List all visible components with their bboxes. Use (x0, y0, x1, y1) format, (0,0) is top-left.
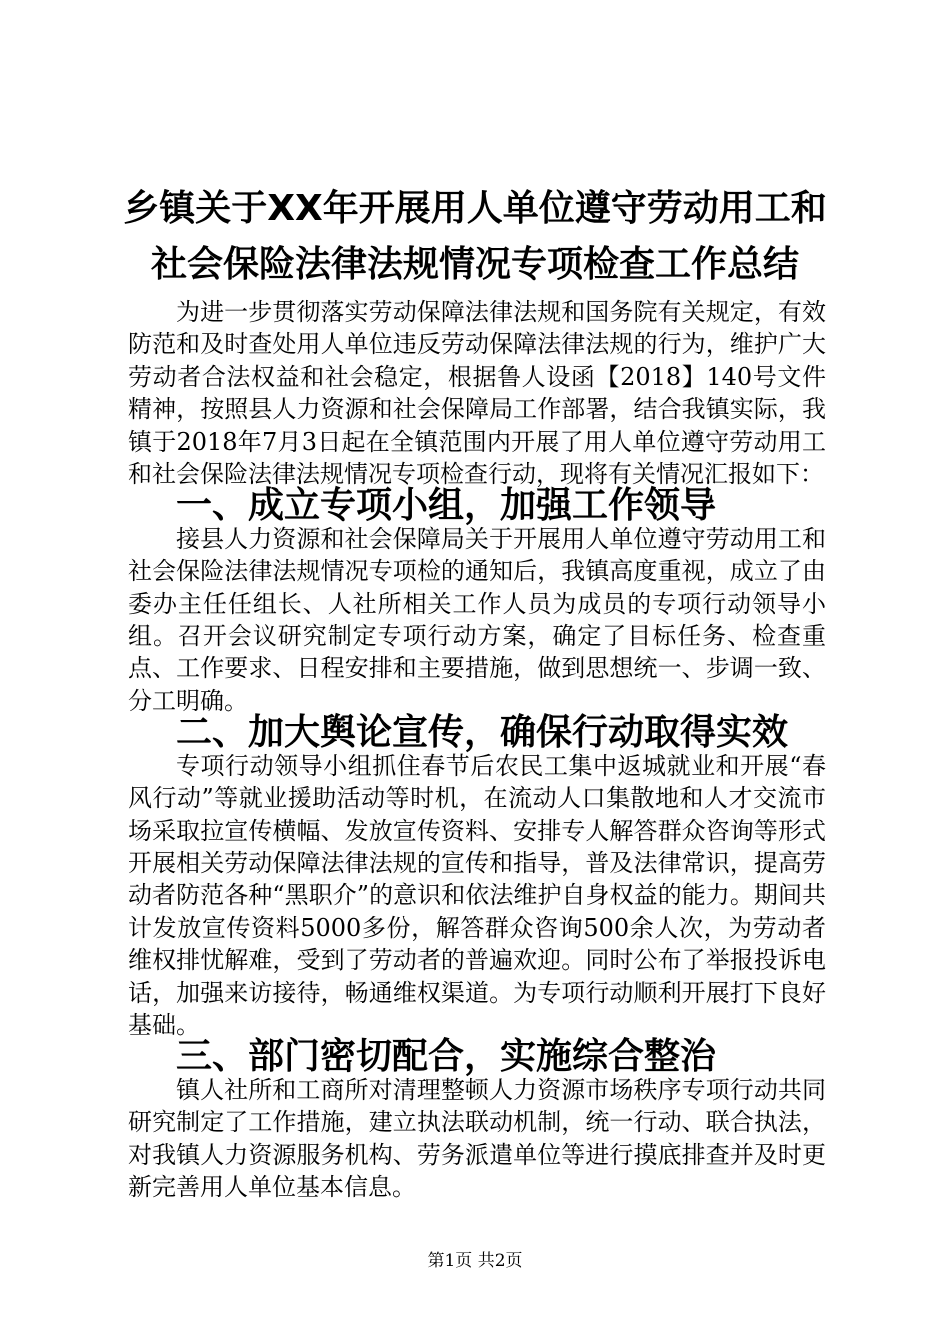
document-title-line-1: 乡镇关于XX年开展用人单位遵守劳动用工和 (123, 188, 827, 229)
document-title-line-2: 社会保险法律法规情况专项检查工作总结 (150, 244, 799, 285)
section-heading-1: 一、成立专项小组，加强工作领导 (176, 485, 717, 527)
section-paragraph-3: 镇人社所和工商所对清理整顿人力资源市场秩序专项行动共同研究制定了工作措施，建立执法联动机制，统一行动、联合执法，对我镇人力资源服务机构、劳务派遣单位等进行摸底排查并及时更新完善用人单位基本信息。 (128, 1075, 826, 1201)
page-number-footer: 第1页 共2页 (427, 1251, 523, 1271)
intro-paragraph: 为进一步贯彻落实劳动保障法律法规和国务院有关规定，有效防范和及时查处用人单位违反劳动保障法律法规的行为，维护广大劳动者合法权益和社会稳定，根据鲁人设函【2018】140号文件精神，按照县人力资源和社会保障局工作部署，结合我镇实际，我镇于2018年7月3日起在全镇范围内开展了用人单位遵守劳动用工和社会保险法律法规情况专项检查行动，现将有关情况汇报如下： (128, 298, 826, 489)
section-paragraph-2: 专项行动领导小组抓住春节后农民工集中返城就业和开展“春风行动”等就业援助活动等时机，在流动人口集散地和人才交流市场采取拉宣传横幅、发放宣传资料、安排专人解答群众咨询等形式开展相关劳动保障法律法规的宣传和指导，普及法律常识，提高劳动者防范各种“黑职介”的意识和依法维护自身权益的能力。期间共计发放宣传资料5000多份，解答群众咨询500余人次，为劳动者维权排忧解难，受到了劳动者的普遍欢迎。同时公布了举报投诉电话，加强来访接待，畅通维权渠道。为专项行动顺利开展打下良好基础。 (128, 751, 826, 1039)
section-paragraph-1: 接县人力资源和社会保障局关于开展用人单位遵守劳动用工和社会保险法律法规情况专项检的通知后，我镇高度重视，成立了由委办主任任组长、人社所相关工作人员为成员的专项行动领导小组。召开会议研究制定专项行动方案，确定了目标任务、检查重点、工作要求、日程安排和主要措施，做到思想统一、步调一致、分工明确。 (128, 524, 826, 715)
section-heading-3: 三、部门密切配合，实施综合整治 (176, 1036, 717, 1078)
document-body (128, 296, 826, 1203)
section-heading-2: 二、加大舆论宣传，确保行动取得实效 (176, 712, 789, 754)
